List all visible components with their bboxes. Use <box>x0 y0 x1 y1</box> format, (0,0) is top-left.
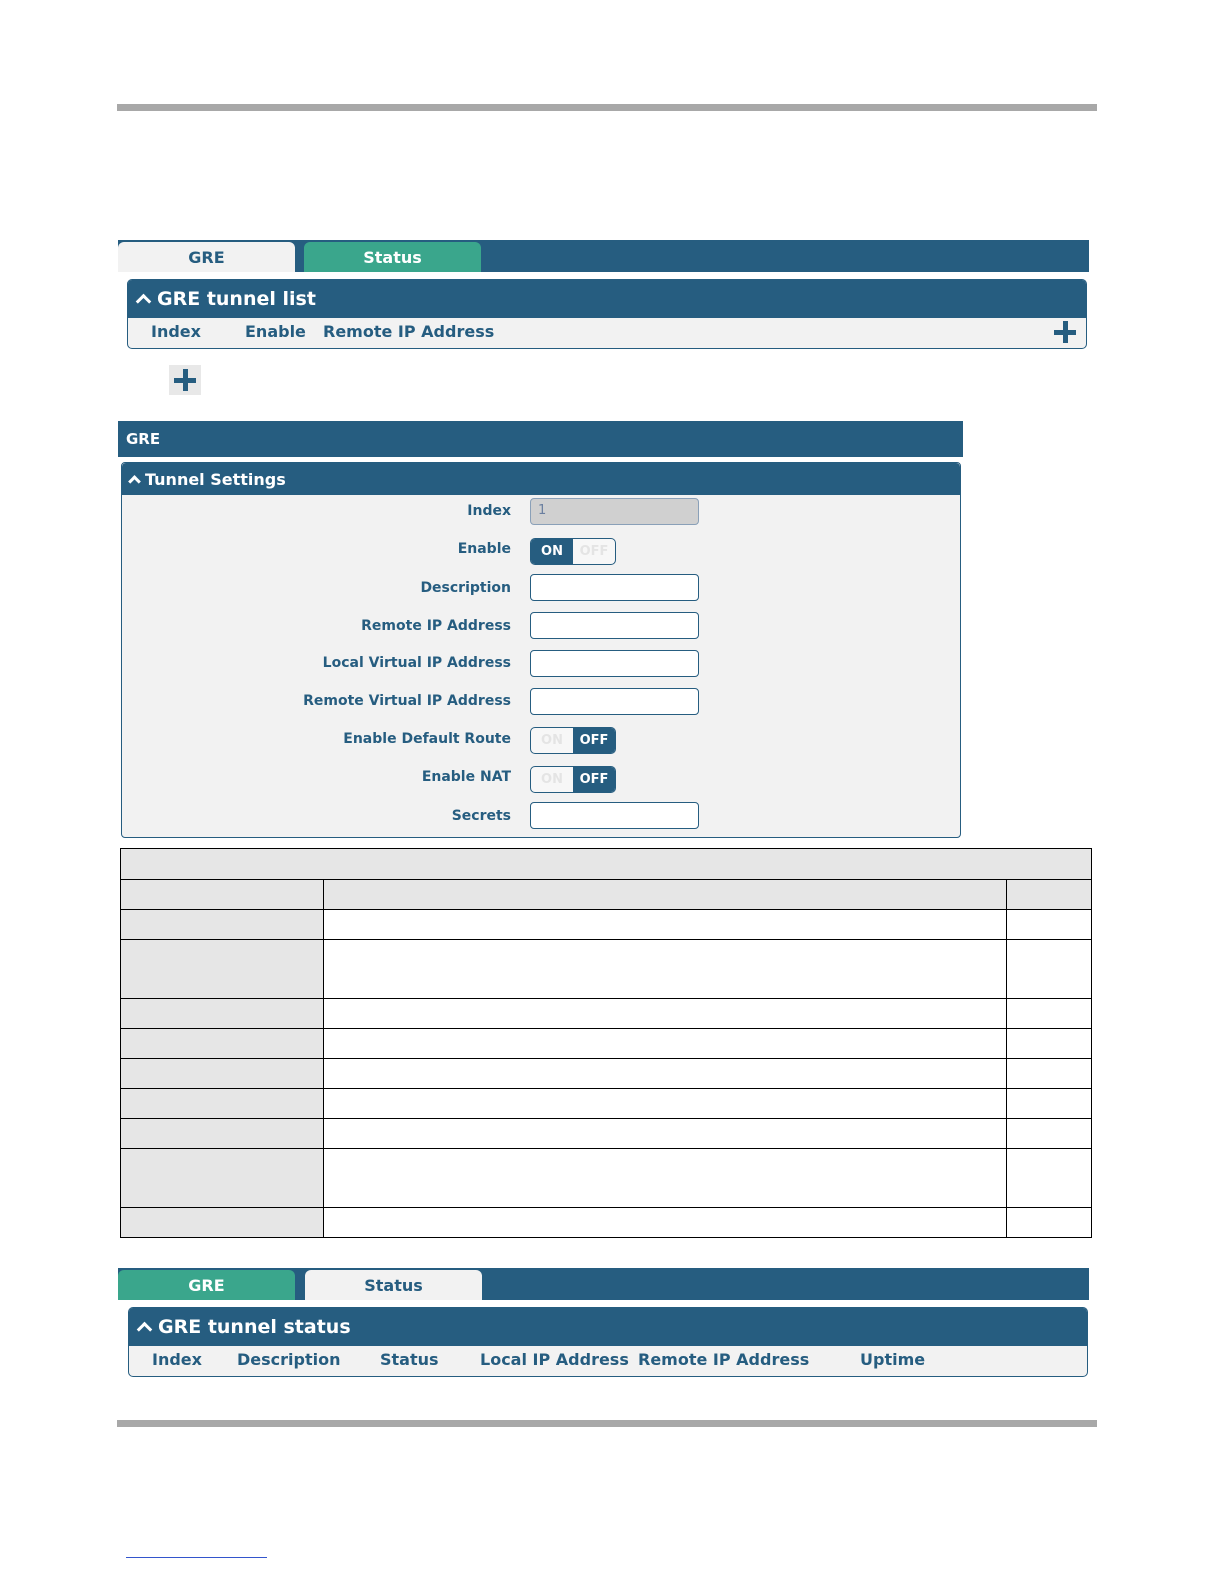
tab-gre[interactable]: GRE <box>118 1270 295 1300</box>
label-local-virtual-ip: Local Virtual IP Address <box>322 655 511 671</box>
label-index: Index <box>467 503 511 519</box>
toggle-off: OFF <box>573 728 615 753</box>
panel-header[interactable] <box>122 463 960 495</box>
gre-tunnel-status-panel <box>128 1307 1088 1377</box>
column-header-description: Description <box>237 1350 341 1369</box>
default-route-toggle[interactable] <box>530 727 616 754</box>
column-header-uptime: Uptime <box>860 1350 926 1369</box>
remote-virtual-ip-field[interactable] <box>530 688 699 715</box>
table-header-row <box>121 880 1092 910</box>
top-rule <box>117 104 1097 111</box>
description-field[interactable] <box>530 574 699 601</box>
table-row <box>121 910 1092 940</box>
table-row <box>121 940 1092 999</box>
panel-header[interactable] <box>128 280 1086 318</box>
secrets-field[interactable] <box>530 802 699 829</box>
table-row <box>121 999 1092 1029</box>
panel-title: Tunnel Settings <box>145 469 286 489</box>
label-enable: Enable <box>457 541 511 557</box>
column-header-remote-ip: Remote IP Address <box>638 1350 810 1369</box>
gre-tunnel-list-panel <box>127 279 1087 349</box>
panel-title: GRE tunnel list <box>157 288 316 310</box>
label-remote-ip: Remote IP Address <box>361 618 511 634</box>
local-virtual-ip-field[interactable] <box>530 650 699 677</box>
gre-section-header <box>118 421 963 457</box>
tab-gre[interactable]: GRE <box>118 242 295 272</box>
add-icon <box>174 369 196 391</box>
bottom-rule <box>117 1420 1097 1427</box>
column-header-local-ip: Local IP Address <box>480 1350 629 1369</box>
table-title-row <box>121 849 1092 880</box>
tab-status[interactable]: Status <box>305 1270 482 1300</box>
table-row <box>121 1119 1092 1149</box>
chevron-up-icon <box>137 1322 153 1338</box>
table-row <box>121 1059 1092 1089</box>
column-header-enable: Enable <box>245 322 306 341</box>
tab-status[interactable]: Status <box>304 242 481 272</box>
table-row <box>121 1208 1092 1238</box>
bottom-tab-bar <box>118 1268 1089 1300</box>
table-row <box>121 1029 1092 1059</box>
column-header-index: Index <box>151 322 201 341</box>
parameter-table <box>120 848 1092 1238</box>
label-secrets: Secrets <box>451 808 511 824</box>
index-field: 1 <box>530 498 699 525</box>
footer-link-underline[interactable] <box>126 1557 267 1558</box>
enable-toggle[interactable] <box>530 538 616 565</box>
panel-title: GRE tunnel status <box>158 1316 351 1338</box>
add-button[interactable] <box>169 365 201 395</box>
top-tab-bar <box>118 240 1089 272</box>
panel-header[interactable] <box>129 1308 1087 1346</box>
label-description: Description <box>420 580 511 596</box>
toggle-off: OFF <box>573 767 615 792</box>
toggle-on: ON <box>541 733 563 748</box>
toggle-on: ON <box>541 772 563 787</box>
label-nat: Enable NAT <box>421 769 511 785</box>
section-title: GRE <box>126 430 161 448</box>
toggle-on: ON <box>531 539 573 564</box>
label-remote-virtual-ip: Remote Virtual IP Address <box>303 693 511 709</box>
column-header-remote-ip: Remote IP Address <box>323 322 495 341</box>
add-icon[interactable] <box>1054 321 1076 343</box>
table-row <box>121 1089 1092 1119</box>
chevron-up-icon <box>136 294 152 310</box>
column-header-index: Index <box>152 1350 202 1369</box>
column-header-status: Status <box>380 1350 439 1369</box>
nat-toggle[interactable] <box>530 766 616 793</box>
toggle-off: OFF <box>579 544 609 559</box>
table-row <box>121 1149 1092 1208</box>
remote-ip-field[interactable] <box>530 612 699 639</box>
chevron-up-icon <box>128 475 141 488</box>
label-default-route: Enable Default Route <box>343 731 511 747</box>
